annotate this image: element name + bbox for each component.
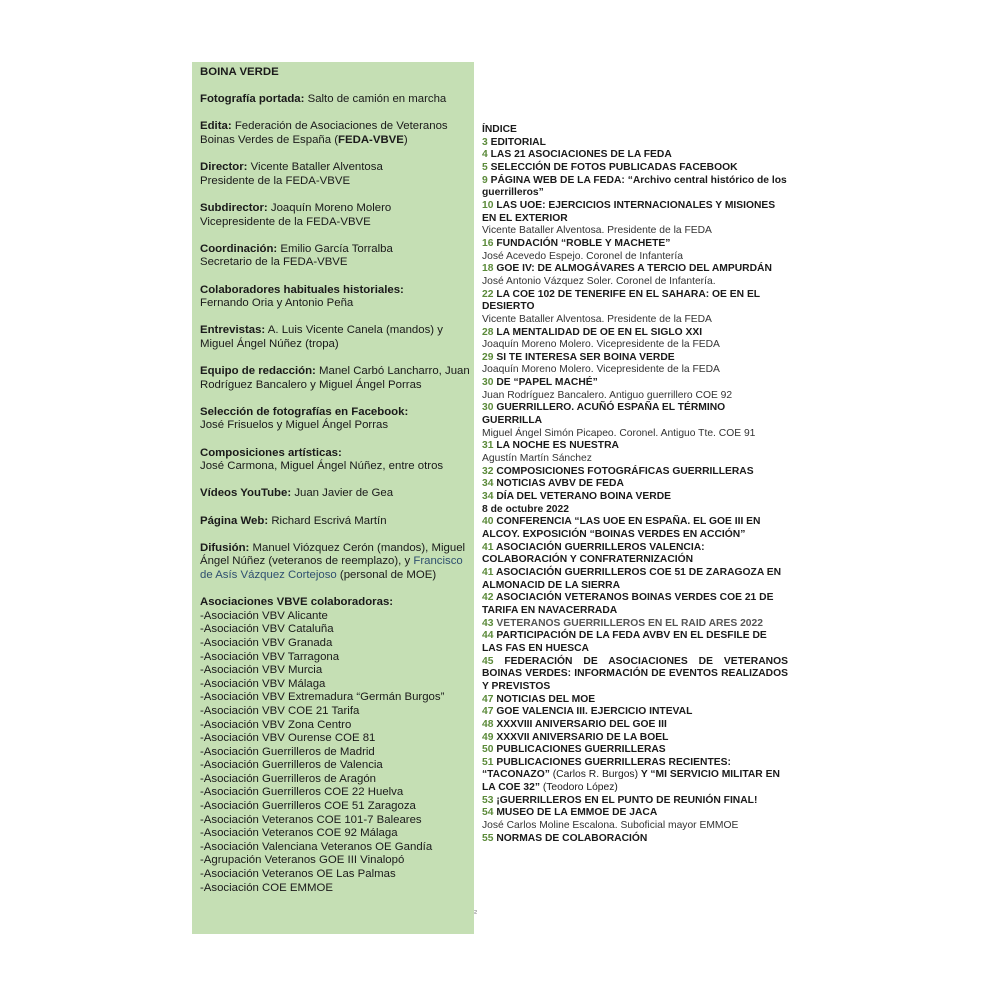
credit-publisher: Edita: Federación de Asociaciones de Veteranos Boinas Verdes de España (FEDA-VBVE) (200, 120, 448, 146)
page-number: 34 (482, 491, 494, 503)
index-entry-title (482, 694, 788, 707)
index-entry-title (482, 263, 788, 276)
association-item: -Asociación Veteranos COE 92 Málaga (200, 827, 398, 840)
page-number: 18 (482, 263, 494, 275)
credit-web-page: Página Web: Richard Escrivá Martín (200, 514, 387, 527)
index-entry-title (482, 732, 788, 745)
entry-title-text: COMPOSICIONES FOTOGRÁFICAS GUERRILLERAS (496, 465, 754, 477)
page-number: 29 (482, 351, 494, 363)
entry-title-text: XXXVIII ANIVERSARIO DEL GOE III (496, 718, 667, 730)
credit-collaborators: Colaboradores habituales historiales: Fernando Oria y Antonio Peña (200, 283, 404, 310)
index-entry-title (482, 440, 788, 453)
credit-editorial-team: Equipo de redacción: Manel Carbó Lancharro, Juan Rodríguez Bancalero y Miguel Ángel Porras (200, 365, 470, 391)
association-item: -Asociación VBV Málaga (200, 677, 326, 690)
entry-title-text: XXXVII ANIVERSARIO DE LA BOEL (496, 731, 669, 743)
index-heading: ÍNDICE (482, 124, 517, 135)
association-item: -Asociación VBV Ourense COE 81 (200, 732, 376, 745)
association-item: -Asociación Veteranos OE Las Palmas (200, 868, 396, 881)
index-entry (482, 491, 788, 516)
entry-title-text: GOE IV: DE ALMOGÁVARES A TERCIO DEL AMPURDÁN (496, 263, 772, 275)
index-entry-title (482, 744, 788, 757)
page-number: 43 (482, 617, 494, 629)
page-number: 48 (482, 718, 494, 730)
index-entry-author: Miguel Ángel Simón Picapeo. Coronel. Antiguo Tte. COE 91 (482, 427, 756, 439)
entry-title-text: CONFERENCIA “LAS UOE EN ESPAÑA. EL GOE III EN ALCOY. EXPOSICIÓN “BOINAS VERDES EN ACCIÓN” (482, 516, 761, 540)
entry-title-text: NORMAS DE COLABORACIÓN (496, 832, 648, 844)
index-entry-author: Vicente Bataller Alventosa. Presidente de la FEDA (482, 313, 712, 325)
entry-title-text: MUSEO DE LA EMMOE DE JACA (496, 807, 658, 819)
index-entry-title (482, 137, 788, 150)
page-number: 4 (482, 149, 488, 161)
index-entry-author: Joaquín Moreno Molero. Vicepresidente de la FEDA (482, 339, 720, 351)
index-entry-title (482, 656, 788, 694)
entry-title-text: LAS 21 ASOCIACIONES DE LA FEDA (490, 149, 672, 161)
page-number: 50 (482, 744, 494, 756)
entry-title-text: PUBLICACIONES GUERRILLERAS RECIENTES: (496, 756, 731, 768)
index-entry-title (482, 516, 788, 541)
association-item: -Asociación COE EMMOE (200, 881, 333, 894)
index-entry-title (482, 757, 788, 795)
index-entry (482, 200, 788, 238)
page-number: 44 (482, 630, 494, 642)
index-entry (482, 618, 788, 631)
entry-title-text: VETERANOS GUERRILLEROS EN EL RAID ARES 2022 (496, 617, 763, 629)
index-entry-author: 8 de octubre 2022 (482, 503, 569, 515)
page-number: 31 (482, 440, 494, 452)
page-number: 53 (482, 794, 494, 806)
page-number: 30 (482, 402, 494, 414)
index-entry (482, 732, 788, 745)
index-entry-author: Vicente Bataller Alventosa. Presidente de la FEDA (482, 225, 712, 237)
credit-distribution: Difusión: Manuel Viózquez Cerón (mandos), Miguel Ángel Núñez (veteranos de reemplazo), y Francisco de Asís Vázquez Cortejoso (personal de MOE) (200, 541, 466, 581)
association-item: -Asociación Guerrilleros COE 22 Huelva (200, 786, 404, 799)
entry-title-text: SI TE INTERESA SER BOINA VERDE (496, 351, 675, 363)
association-item: -Asociación Guerrilleros de Aragón (200, 772, 377, 785)
index-entry (482, 592, 788, 617)
index-entry (482, 327, 788, 352)
credit-interviews: Entrevistas: A. Luis Vicente Canela (mandos) y Miguel Ángel Núñez (tropa) (200, 324, 443, 350)
entry-title-text: GOE VALENCIA III. EJERCICIO INTEVAL (496, 706, 693, 718)
magazine-title: BOINA VERDE (200, 66, 279, 78)
credit-director: Director: Vicente Bataller Alventosa Presidente de la FEDA-VBVE (200, 161, 383, 187)
index-entry (482, 175, 788, 200)
association-item: -Asociación Guerrilleros COE 51 Zaragoza (200, 800, 416, 813)
entry-title-part: Y “MI SERVICIO MILITAR EN LA COE 32” (482, 769, 780, 794)
association-item: -Asociación VBV Murcia (200, 664, 323, 677)
index-entry (482, 744, 788, 757)
entry-title-text: SELECCIÓN DE FOTOS PUBLICADAS FACEBOOK (490, 161, 738, 173)
page-number: 22 (482, 288, 494, 300)
entry-title-text: GUERRILLERO. ACUÑÓ ESPAÑA EL TÉRMINO GUERRILLA (482, 402, 726, 427)
index-entry (482, 757, 788, 795)
entry-title-text: ¡GUERRILLEROS EN EL PUNTO DE REUNIÓN FINAL! (496, 794, 758, 806)
index-entry-title (482, 327, 788, 340)
entry-title-text: NOTICIAS DEL MOE (496, 693, 596, 705)
index-entry-author: Joaquín Moreno Molero. Vicepresidente de la FEDA (482, 364, 720, 376)
index-entry (482, 238, 788, 263)
index-entry-title (482, 719, 788, 732)
index-entry-title (482, 491, 788, 504)
association-item: -Asociación VBV Alicante (200, 609, 328, 622)
index-entry-author: José Carlos Moline Escalona. Suboficial mayor EMMOE (482, 820, 739, 832)
index-entry (482, 263, 788, 288)
index-entry-title (482, 402, 788, 427)
entry-author-note: (Carlos R. Burgos) (549, 769, 641, 781)
index-entry (482, 706, 788, 719)
page-number: 3 (482, 136, 488, 148)
index-entry-title (482, 466, 788, 479)
association-item: -Asociación VBV Tarragona (200, 650, 340, 663)
entry-title-text: DÍA DEL VETERANO BOINA VERDE (496, 491, 672, 503)
page-number: 40 (482, 516, 494, 528)
entry-title-text: ASOCIACIÓN GUERRILLEROS VALENCIA: COLABORACIÓN Y CONFRATERNIZACIÓN (482, 541, 705, 566)
page-number: 5 (482, 161, 488, 173)
credit-subdirector: Subdirector: Joaquín Moreno Molero Vicepresidente de la FEDA-VBVE (200, 201, 392, 228)
index-entry-title (482, 175, 788, 200)
page-number: 41 (482, 541, 494, 553)
page-number: 54 (482, 807, 494, 819)
index-entry (482, 630, 788, 655)
association-item: -Asociación Guerrilleros de Valencia (200, 759, 383, 772)
index-entry (482, 516, 788, 541)
credits-panel (192, 62, 474, 934)
page-number: 16 (482, 237, 494, 249)
page-number: 47 (482, 693, 494, 705)
association-item: -Asociación VBV Zona Centro (200, 718, 352, 731)
index-entry-author: Juan Rodríguez Bancalero. Antiguo guerrillero COE 92 (482, 389, 733, 401)
index-entry-title (482, 149, 788, 162)
credit-cover-photo: Fotografía portada: Salto de camión en marcha (200, 93, 447, 106)
index-entry (482, 542, 788, 567)
page-number: 47 (482, 706, 494, 718)
table-of-contents (482, 124, 788, 845)
page-number: 42 (482, 592, 494, 604)
credit-artistic-compositions: Composiciones artísticas: José Carmona, Miguel Ángel Núñez, entre otros (200, 446, 444, 473)
index-entry-title (482, 795, 788, 808)
page-number: 10 (482, 199, 494, 211)
index-entry (482, 807, 788, 832)
credit-coordination: Coordinación: Emilio García Torralba Secretario de la FEDA-VBVE (200, 242, 393, 269)
index-entry-title (482, 289, 788, 314)
index-entry-title (482, 630, 788, 655)
entry-title-text: PÁGINA WEB DE LA FEDA: “Archivo central histórico de los guerrilleros” (482, 174, 787, 199)
index-entry-author: José Antonio Vázquez Soler. Coronel de Infantería. (482, 275, 716, 287)
association-item: -Asociación VBV Granada (200, 636, 333, 649)
entry-title-text: ASOCIACIÓN GUERRILLEROS COE 51 DE ZARAGOZA EN ALMONACID DE LA SIERRA (482, 566, 782, 591)
association-item: -Asociación VBV Extremadura “Germán Burgos” (200, 691, 445, 704)
index-entry-title (482, 618, 788, 631)
page-number: 49 (482, 731, 494, 743)
index-entry-title (482, 592, 788, 617)
entry-title-part: “TACONAZO” (482, 769, 550, 781)
index-entries (482, 137, 788, 846)
index-entry-author: Agustín Martín Sánchez (482, 453, 592, 465)
stray-mark: ² (474, 908, 477, 918)
index-entry-title (482, 352, 788, 365)
entry-title-text: DE “PAPEL MACHÉ” (496, 377, 598, 389)
entry-title-text: LA MENTALIDAD DE OE EN EL SIGLO XXI (496, 326, 703, 338)
index-entry-author: José Acevedo Espejo. Coronel de Infantería (482, 250, 683, 262)
association-item: -Asociación Guerrilleros de Madrid (200, 745, 375, 758)
entry-title-text: NOTICIAS AVBV DE FEDA (496, 478, 624, 490)
entry-title-text: PARTICIPACIÓN DE LA FEDA AVBV EN EL DESFILE DE LAS FAS EN HUESCA (482, 630, 767, 654)
page-number: 55 (482, 832, 494, 844)
page-number: 28 (482, 326, 494, 338)
index-entry-title (482, 706, 788, 719)
index-entry (482, 402, 788, 440)
entry-title-text: LA COE 102 DE TENERIFE EN EL SAHARA: OE EN EL DESIERTO (482, 288, 760, 313)
index-entry (482, 466, 788, 479)
association-item: -Asociación VBV COE 21 Tarifa (200, 704, 360, 717)
index-entry (482, 377, 788, 402)
association-item: -Asociación Veteranos COE 101-7 Baleares (200, 813, 422, 826)
association-item: -Agrupación Veteranos GOE III Vinalopó (200, 854, 405, 867)
associations-heading: Asociaciones VBVE colaboradoras: (200, 596, 394, 609)
credit-youtube-videos: Vídeos YouTube: Juan Javier de Gea (200, 487, 394, 500)
page-number: 34 (482, 478, 494, 490)
index-entry (482, 719, 788, 732)
index-entry (482, 352, 788, 377)
page-number: 51 (482, 756, 494, 768)
index-entry-title (482, 567, 788, 592)
index-entry-title (482, 377, 788, 390)
entry-author-note: (Teodoro López) (539, 782, 618, 794)
index-entry (482, 440, 788, 465)
index-entry (482, 478, 788, 491)
page-number: 30 (482, 377, 494, 389)
index-entry (482, 149, 788, 162)
entry-title-text: LAS UOE: EJERCICIOS INTERNACIONALES Y MISIONES EN EL EXTERIOR (482, 199, 776, 224)
page-number: 9 (482, 174, 488, 186)
index-entry-title (482, 238, 788, 251)
index-entry (482, 833, 788, 846)
index-entry (482, 567, 788, 592)
index-entry (482, 694, 788, 707)
page-number: 41 (482, 566, 494, 578)
entry-title-text: EDITORIAL (490, 136, 546, 148)
index-entry-title (482, 807, 788, 820)
associations-list (200, 610, 474, 895)
credit-facebook-selection: Selección de fotografías en Facebook: José Frisuelos y Miguel Ángel Porras (200, 405, 409, 432)
entry-title-text: ASOCIACIÓN VETERANOS BOINAS VERDES COE 21 DE TARIFA EN NAVACERRADA (482, 592, 774, 616)
entry-title-text: PUBLICACIONES GUERRILLERAS (496, 744, 666, 756)
entry-title-text: FUNDACIÓN “ROBLE Y MACHETE” (496, 237, 671, 249)
page-number: 32 (482, 465, 494, 477)
association-item: -Asociación VBV Cataluña (200, 623, 334, 636)
entry-title-text: FEDERACIÓN DE ASOCIACIONES DE VETERANOS BOINAS VERDES: INFORMACIÓN DE EVENTOS REALIZADOS Y PREVISTOS (482, 655, 788, 692)
index-entry-title (482, 833, 788, 846)
index-entry (482, 656, 788, 694)
index-entry-title (482, 478, 788, 491)
index-entry (482, 289, 788, 327)
index-entry-title (482, 162, 788, 175)
page-number: 45 (482, 655, 494, 667)
index-entry (482, 795, 788, 808)
index-entry (482, 162, 788, 175)
entry-title-text: LA NOCHE ES NUESTRA (496, 440, 619, 452)
index-entry (482, 137, 788, 150)
index-entry-title (482, 200, 788, 225)
index-entry-title (482, 542, 788, 567)
association-item: -Asociación Valenciana Veteranos OE Gandía (200, 840, 433, 853)
